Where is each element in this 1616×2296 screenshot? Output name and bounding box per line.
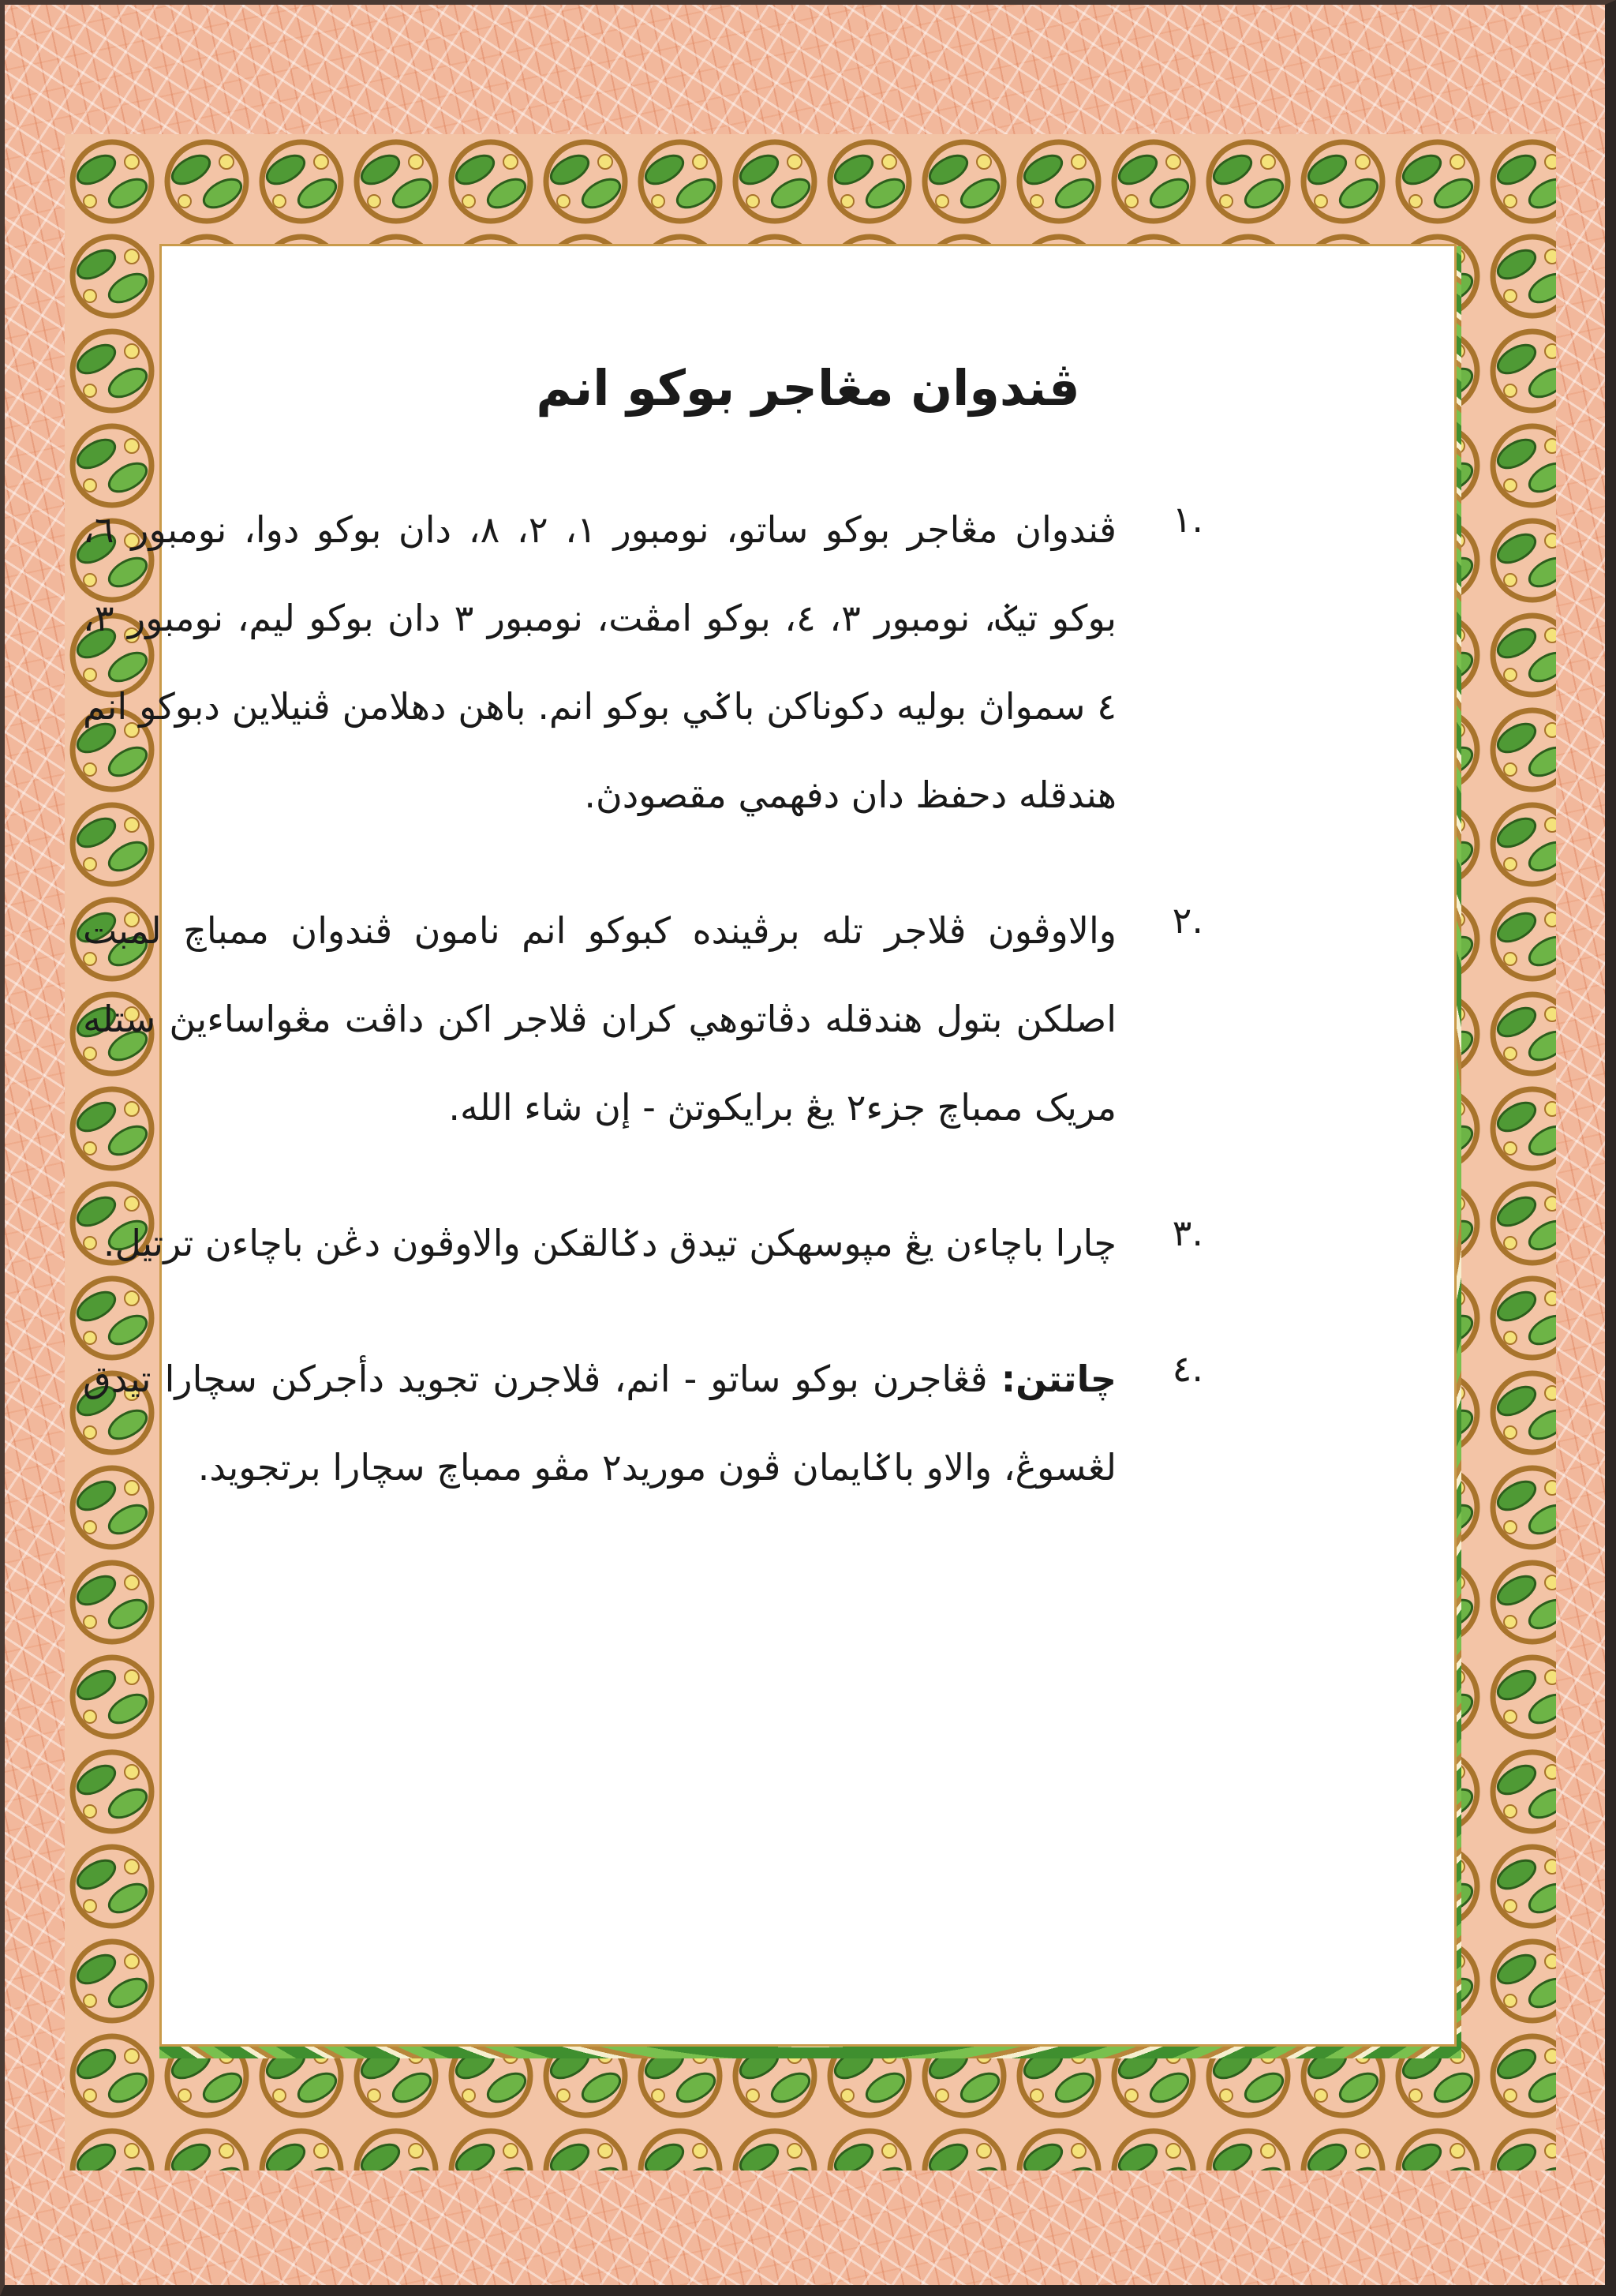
list-item-text: چارا باچاءن يڠ مپوسهكن تيدق دݢالقكن والاوڤون دڠن باچاءن ترتيل.: [103, 1222, 1117, 1264]
list-item-number: .٢: [1172, 899, 1203, 942]
list-item-text: والاوڤون ڤلاجر تله برڤينده كبوكو انم نامون ڤندوان ممباچ لمبت اصلكن بتول هندقله دڤاتوهي كران ڤلاجر اكن داڤت مڠواساءيڽ ستله مريک ممباچ جزء٢ يڠ برايكوتڽ - إن شاء الله.: [83, 909, 1117, 1129]
note-text: ڤڠاجرن بوكو ساتو - انم، ڤلاجرن تجويد دأجركن سچارا تيدق لڠسوڠ، والاو باݢايمان ڤون موريد٢ مڤو ممباچ سچارا برتجويد.: [83, 1358, 1117, 1489]
list-item: [83, 1199, 1203, 1287]
list-item-text: [83, 1335, 1117, 1511]
list-item: [83, 485, 1203, 839]
list-item-number: .٤: [1172, 1347, 1203, 1390]
instruction-list: [83, 485, 1203, 1559]
list-item-number: .٣: [1172, 1212, 1203, 1254]
list-item-number: .١: [1172, 498, 1203, 541]
list-item-text: ڤندوان مڠاجر بوكو ساتو، نومبور ١، ٢، ٨، دان بوكو دوا، نومبور ٦، بوكو تيݢ، نومبور ٣، ٤، بوكو امڤت، نومبور ٣ دان بوكو ليم، نومبور ٣، ٤ سمواڽ بوليه دكوناكن باݢي بوكو انم. باهن دهلامن ڤنيلاين دبوكو انم هندقله دحفظ دان دفهمي مقصودڽ.: [83, 508, 1117, 816]
list-item: [83, 886, 1203, 1152]
list-item: [83, 1335, 1203, 1511]
page-title: ڤندوان مڠاجر بوكو انم: [536, 359, 1080, 417]
note-label: چاتتن:: [1001, 1358, 1117, 1400]
